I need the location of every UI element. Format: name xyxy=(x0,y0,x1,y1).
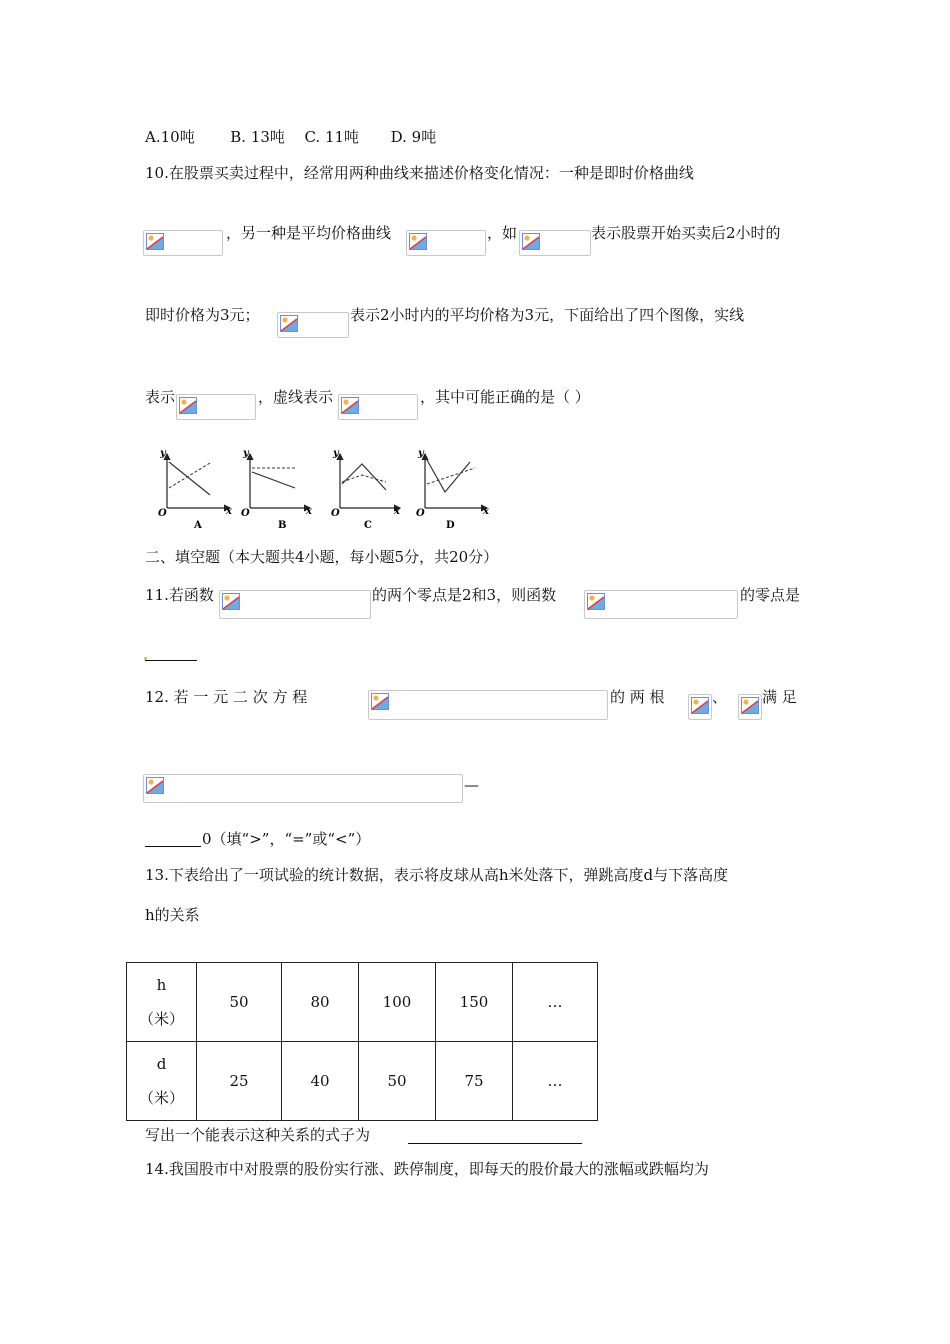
graph-b-label: B xyxy=(278,520,287,531)
q12-f: 0（填“>”，“=”或“<”） xyxy=(202,830,371,848)
q10-line2-c: 表示股票开始买卖后2小时的 xyxy=(591,224,781,242)
table-cell: 75 xyxy=(436,1042,513,1121)
q11-a: 11.若函数 xyxy=(145,586,214,604)
head-unit: （米） xyxy=(138,1010,184,1028)
formula-image xyxy=(738,694,762,720)
graph-c-label: C xyxy=(364,520,372,531)
graph-b-y-label: y xyxy=(243,448,249,459)
graph-b xyxy=(241,448,313,531)
q10-line4-a: 表示 xyxy=(145,388,176,406)
table-cell: … xyxy=(513,1042,598,1121)
image-placeholder-icon xyxy=(741,697,759,714)
head-var: d xyxy=(156,1055,167,1073)
q14-line1: 14.我国股市中对股票的股份实行涨、跌停制度，即每天的股价最大的涨幅或跌幅均为 xyxy=(145,1160,709,1178)
q10-line2-a: ，另一种是平均价格曲线 xyxy=(226,224,392,242)
table-head-cell xyxy=(127,963,197,1042)
graph-d-solid xyxy=(427,460,470,492)
table-cell: 100 xyxy=(359,963,436,1042)
q13-answer: 写出一个能表示这种关系的式子为 xyxy=(145,1126,371,1144)
graph-a-label: A xyxy=(194,520,202,531)
image-placeholder-icon xyxy=(146,777,164,794)
q12-a: 12. 若 一 元 二 次 方 程 xyxy=(145,688,308,706)
q10-line4-b: ，虚线表示 xyxy=(258,388,334,406)
graph-c-x-label: x xyxy=(394,506,400,517)
image-placeholder-icon xyxy=(409,233,427,250)
image-placeholder-icon xyxy=(222,593,240,610)
option-b: B. 13吨 xyxy=(230,128,285,146)
q13-answer-blank xyxy=(408,1143,582,1144)
graph-d-origin: O xyxy=(416,508,425,519)
table-cell: 40 xyxy=(282,1042,359,1121)
formula-image xyxy=(277,312,349,338)
formula-image xyxy=(519,230,591,256)
section-heading: 二、填空题（本大题共4小题，每小题5分，共20分） xyxy=(145,548,499,566)
graph-d-dashed xyxy=(427,468,475,484)
q13-line2: h的关系 xyxy=(145,906,200,924)
q10-line2-b: ，如 xyxy=(487,224,518,242)
table-cell: 50 xyxy=(197,963,282,1042)
table-cell: 80 xyxy=(282,963,359,1042)
q10-line3-a: 即时价格为3元； xyxy=(145,306,260,324)
graph-d-x-label: x xyxy=(483,506,489,517)
option-d: D. 9吨 xyxy=(390,128,437,146)
formula-image xyxy=(143,230,223,256)
graph-b-x-label: x xyxy=(306,506,312,517)
mark-dot xyxy=(144,657,147,660)
head-unit: （米） xyxy=(138,1089,184,1107)
q12-b: 的 两 根 xyxy=(610,688,665,706)
q10-graphs xyxy=(150,448,500,534)
graph-d-y-label: y xyxy=(418,448,424,459)
image-placeholder-icon xyxy=(522,233,540,250)
table-cell: 25 xyxy=(197,1042,282,1121)
image-placeholder-icon xyxy=(691,697,709,714)
formula-image xyxy=(338,394,418,420)
image-placeholder-icon xyxy=(341,397,359,414)
graph-c-solid xyxy=(342,464,386,490)
option-a: A.10吨 xyxy=(145,128,195,146)
graph-b-origin: O xyxy=(241,508,250,519)
image-placeholder-icon xyxy=(146,233,164,250)
table-cell: 50 xyxy=(359,1042,436,1121)
image-placeholder-icon xyxy=(280,315,298,332)
head-var: h xyxy=(156,976,167,994)
formula-image xyxy=(406,230,486,256)
q10-line1: 10.在股票买卖过程中，经常用两种曲线来描述价格变化情况：一种是即时价格曲线 xyxy=(145,164,694,182)
q12-e: — xyxy=(464,776,479,794)
table-cell: … xyxy=(513,963,598,1042)
q10-line4-c: ，其中可能正确的是（ ） xyxy=(420,388,590,406)
graph-c xyxy=(331,448,401,531)
q9-options xyxy=(145,126,436,148)
q11-b: 的两个零点是2和3，则函数 xyxy=(372,586,557,604)
table-row xyxy=(127,963,598,1042)
graph-d xyxy=(416,448,490,531)
graph-d-label: D xyxy=(446,520,455,531)
q11-answer-blank xyxy=(145,660,197,661)
image-placeholder-icon xyxy=(179,397,197,414)
graph-c-y-label: y xyxy=(333,448,339,459)
graph-a-origin: O xyxy=(158,508,167,519)
q10-line3-b: 表示2小时内的平均价格为3元，下面给出了四个图像，实线 xyxy=(350,306,745,324)
table-cell: 150 xyxy=(436,963,513,1042)
table-row xyxy=(127,1042,598,1121)
q12-c: 、 xyxy=(712,688,728,706)
q11-c: 的零点是 xyxy=(740,586,801,604)
graph-a-y-label: y xyxy=(160,448,166,459)
formula-image xyxy=(219,590,371,619)
option-c: C. 11吨 xyxy=(304,128,360,146)
data-table xyxy=(126,962,598,1121)
graph-c-dashed xyxy=(342,475,386,482)
graph-c-origin: O xyxy=(331,508,340,519)
image-placeholder-icon xyxy=(587,593,605,610)
q12-d: 满 足 xyxy=(762,688,797,706)
graph-b-solid xyxy=(252,472,295,488)
q13-line1: 13.下表给出了一项试验的统计数据，表示将皮球从高h米处落下，弹跳高度d与下落高度 xyxy=(145,866,729,884)
formula-image xyxy=(688,694,712,720)
formula-image xyxy=(176,394,256,420)
formula-image xyxy=(143,774,463,803)
graph-a-x-label: x xyxy=(226,506,232,517)
table-head-cell xyxy=(127,1042,197,1121)
q12-answer-blank xyxy=(145,846,201,847)
image-placeholder-icon xyxy=(371,693,389,710)
formula-image xyxy=(584,590,738,619)
graph-a xyxy=(158,448,233,531)
formula-image xyxy=(368,690,608,720)
